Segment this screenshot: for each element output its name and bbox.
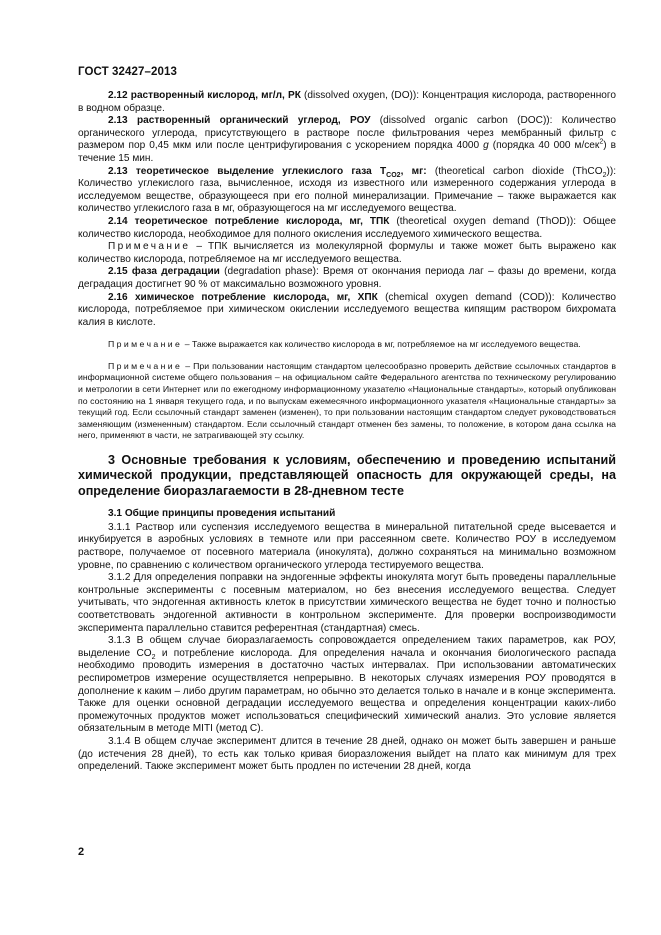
definition-2-15 [78, 266, 616, 291]
page-number: 2 [78, 846, 85, 858]
paragraph-3-1-4: 3.1.4 В общем случае эксперимент длится в течение 28 дней, однако он может быть завершен и раньше (до истечения 28 дней), то есть как только кривая биоразложения выйдет на плато как минимум для трех определений. Также эксперимент может быть продлен по истечении 28 дней, когда [78, 735, 616, 773]
paragraph-text: 3.1.3 В общем случае биоразлагаемость сопровождается определением таких параметров, как РОУ, выделение CO [78, 635, 616, 659]
definition-text: (chemical oxygen demand (COD)): Количество кислорода, потребляемое при химическом окислении исследуемого вещества кипящим раствором бихромата калия в кислоте. [78, 291, 617, 328]
term [108, 166, 427, 177]
definition-text: ) в течение 15 мин. [78, 140, 617, 164]
term: 2.16 химическое потребление кислорода, мг, ХПК [108, 291, 378, 303]
note-cod [78, 339, 616, 351]
term: 2.12 растворенный кислород, мг/л, РК [108, 90, 301, 101]
paragraph-3-1-2: 3.1.2 Для определения поправки на эндогенные эффекты инокулята могут быть проведены параллельные контрольные эксперименты с посевным материалом, но без внесения исследуемого вещества. Следует учитывать, что эндогенная активность клеток в присутствии химического вещества не будет точно и полностью соответствовать эндогенной активности в контрольном эксперименте. Для проверки воспроизводимости эксперимента параллельно ставится референтная (стандартная) смесь. [78, 572, 616, 634]
subscript: CO2 [386, 171, 401, 179]
definition-2-12 [78, 90, 616, 115]
note-label: Примечание [108, 339, 183, 350]
note-text: – Также выражается как количество кислорода в мг, потребляемое на мг исследуемого вещества. [182, 339, 581, 350]
note-references [78, 361, 616, 442]
section-3-1-title: 3.1 Общие принципы проведения испытаний [108, 508, 336, 520]
definition-text: (dissolved oxygen, (DO)): Концентрация кислорода, растворенного в водном образце. [78, 90, 616, 114]
g-symbol: g [483, 140, 489, 152]
section-3-title: 3 Основные требования к условиям, обеспечению и проведению испытаний химической продукции, представляющей опасность для окружающей среды, на определение биоразлагаемости в 28-дневном тесте [78, 453, 616, 498]
paragraph-text: и потребление кислорода. Для определения начала и окончания биологического распада необходимо проводить измерения в достаточно частых интервалах. При использовании автоматических респирометров измерение осуществляется непрерывно. В некоторых случаях измерения РОУ проводятся в дополнение к каким – либо другим параметрам, но обычно это делается только в начале и в конце эксперимента. Также для оценки основной деградации исследуемого вещества и определения концентрации каких-либо промежуточных продуктов может использоваться специфический химический анализ. Это условие является обязательным в методе MITI (метод С). [78, 647, 616, 735]
note-label: Примечание [108, 241, 191, 253]
definition-2-14 [78, 216, 616, 241]
document-body [78, 90, 616, 774]
term-part: 2.13 теоретическое выделение углекислого газа T [108, 165, 387, 177]
term-part: , мг: [400, 165, 427, 177]
note-label: Примечание [108, 360, 183, 371]
definition-text: (theoretical carbon dioxide (ThCO [426, 165, 603, 177]
paragraph-3-1-1: 3.1.1 Раствор или суспензия исследуемого вещества в минеральной питательной среде высевается и инкубируется в аэробных условиях в темноте или при рассеянном свете. Количество РОУ в исследуемом растворе, получаемое от посевного материала (инокулята), должно сохраняться на минимально возможном уровне, по сравнению с количеством органического углерода тестируемого вещества. [78, 521, 616, 571]
document-code: ГОСТ 32427–2013 [78, 66, 178, 78]
superscript: 2 [599, 139, 604, 147]
definition-text: (theoretical oxygen demand (ThOD)): Общее количество кислорода, необходимое для полного окисления исследуемого химического вещества. [78, 215, 616, 240]
definition-2-13-thco2 [78, 166, 616, 216]
term: 2.13 растворенный органический углерод, РОУ [108, 115, 371, 127]
note-text: – При пользовании настоящим стандартом целесообразно проверить действие ссылочных стандартов в информационной системе общего пользования – на официальном сайте Федерального агентства по техническому регулированию и метрологии в сети Интернет или по ежегодному информационному указателю «Национальные стандарты», который опубликован по состоянию на 1 января текущего года, и по выпускам ежемесячного информационного указателя «Национальные стандарты» за текущий год. Если ссылочный стандарт заменен (изменен), то при пользовании настоящим стандартом следует руководствоваться заменяющим (измененным) стандартом. Если ссылочный стандарт отменен без замены, то положение, в котором дана ссылка на него, применяют в части, не затрагивающей эту ссылку. [78, 360, 616, 441]
term: 2.14 теоретическое потребление кислорода, мг, ТПК [108, 215, 390, 227]
definition-text: (dissolved organic carbon (DOC)): Количество органического углерода, присутствующего в растворе после фильтрования через мембранный фильтр с размером пор 0,45 мкм или после центрифугирования с ускорением порядка 4000 [78, 115, 616, 152]
definition-text: (порядка 40 000 м/сек [488, 140, 600, 152]
definition-2-13-doc [78, 115, 616, 165]
term: 2.15 фаза деградации [108, 266, 220, 278]
note-text: – ТПК вычисляется из молекулярной формулы и также может быть выражено как количество кислорода, потребляемое на мг исследуемого вещества. [78, 241, 616, 265]
note-thod [78, 241, 616, 266]
paragraph-3-1-3 [78, 635, 616, 736]
subscript: 2 [151, 653, 156, 661]
definition-text: )): Количество углекислого газа, вычисленное, исходя из известного или измеренного содержания углерода в исследуемом веществе, образующееся при его полной минерализации. Примечание – также выражается как количество углекислого газа в мг, образующегося на мг исследуемого вещества. [78, 165, 617, 215]
definition-2-16 [78, 292, 616, 330]
definition-text: (degradation phase): Время от окончания периода лаг – фазы до времени, когда деградация достигнет 90 % от максимально возможного уровня. [78, 266, 617, 290]
subscript: 2 [602, 171, 607, 179]
